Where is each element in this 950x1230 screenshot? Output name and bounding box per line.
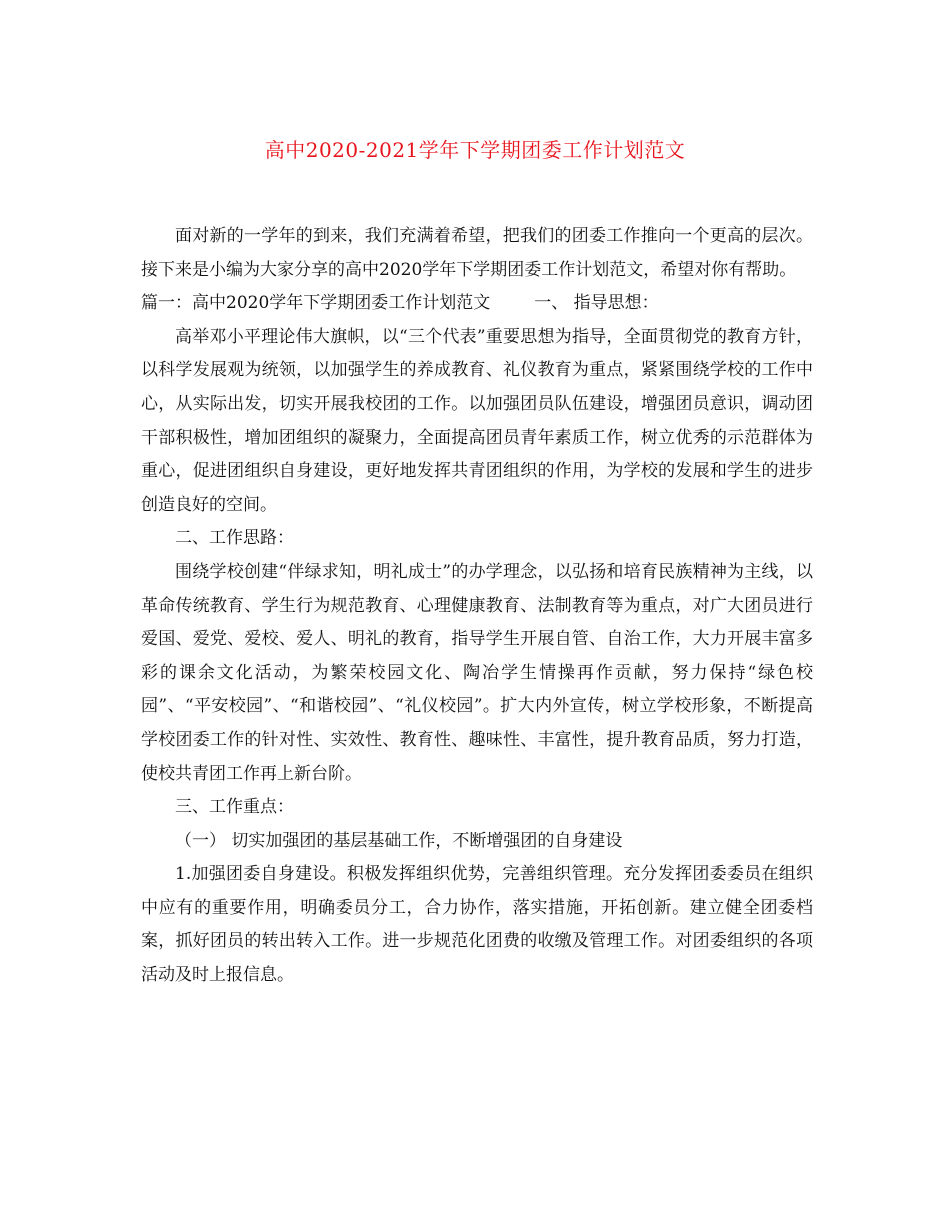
- document-title: 高中2020-2021学年下学期团委工作计划范文: [264, 138, 686, 162]
- document-body: [141, 220, 813, 993]
- paragraph-guiding-thought: 高举邓小平理论伟大旗帜，以“三个代表”重要思想为指导，全面贯彻党的教育方针，以科学发展观为统领，以加强学生的养成教育、礼仪教育为重点，紧紧围绕学校的工作中心，从实际出发，切实开展我校团的工作。以加强团员队伍建设，增强团员意识，调动团干部积极性，增加团组织的凝聚力，全面提高团员青年素质工作，树立优秀的示范群体为重心，促进团组织自身建设，更好地发挥共青团组织的作用，为学校的发展和学生的进步创造良好的空间。: [141, 326, 813, 515]
- subsection-heading-1: （一） 切实加强团的基层基础工作，不断增强团的自身建设: [175, 830, 623, 851]
- section-heading-guiding-thought: 一、 指导思想：: [534, 293, 659, 314]
- intro-paragraph: 面对新的一学年的到来，我们充满着希望，把我们的团委工作推向一个更高的层次。接下来是小编为大家分享的高中2020学年下学期团委工作计划范文，希望对你有帮助。: [141, 226, 813, 280]
- section-heading-work-ideas: 二、工作思路：: [175, 528, 294, 549]
- list-item-1: 1.加强团委自身建设。积极发挥组织优势，完善组织管理。充分发挥团委委员在组织中应有的重要作用，明确委员分工，合力协作，落实措施，开拓创新。建立健全团委档案，抓好团员的转出转入工作。进一步规范化团费的收缴及管理工作。对团委组织的各项活动及时上报信息。: [141, 864, 813, 986]
- chapter-title: 篇一：高中2020学年下学期团委工作计划范文: [141, 293, 491, 314]
- chapter-heading-line: [141, 287, 813, 321]
- paragraph-work-ideas: 围绕学校创建“伴绿求知，明礼成士”的办学理念，以弘扬和培育民族精神为主线，以革命传统教育、学生行为规范教育、心理健康教育、法制教育等为重点，对广大团员进行爱国、爱党、爱校、爱人、明礼的教育，指导学生开展自管、自治工作，大力开展丰富多彩的课余文化活动，为繁荣校园文化、陶冶学生情操再作贡献，努力保持“绿色校园”、“平安校园”、“和谐校园”、“礼仪校园”。扩大内外宣传，树立学校形象，不断提高学校团委工作的针对性、实效性、教育性、趣味性、丰富性，提升教育品质，努力打造，使校共青团工作再上新台阶。: [141, 561, 813, 784]
- section-heading-work-focus: 三、工作重点：: [175, 797, 294, 818]
